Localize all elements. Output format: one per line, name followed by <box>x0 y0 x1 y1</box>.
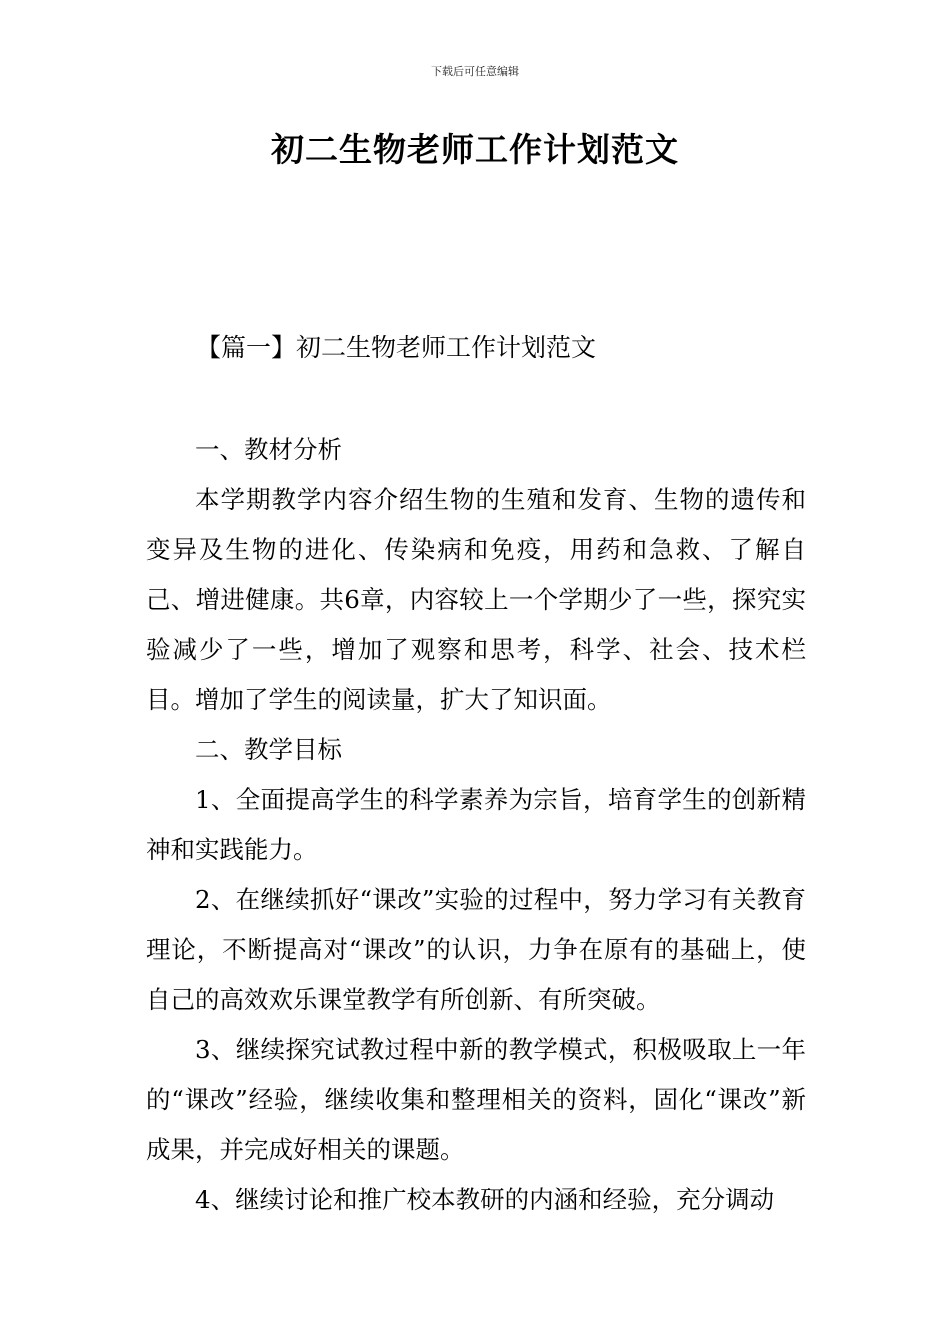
paragraph-goal-4: 4、继续讨论和推广校本教研的内涵和经验，充分调动 <box>195 1185 775 1214</box>
paragraph-textbook-analysis: 本学期教学内容介绍生物的生殖和发育、生物的遗传和变异及生物的进化、传染病和免疫，用药和急救、了解自己、增进健康。共6章，内容较上一个学期少了一些，探究实验减少了一些，增加了观察和思考，科学、社会、技术栏目。增加了学生的阅读量，扩大了知识面。 <box>146 485 806 714</box>
header-note: 下载后可任意编辑 <box>431 65 519 78</box>
section-title: 【篇一】初二生物老师工作计划范文 <box>196 333 597 362</box>
paragraph-goal-2: 2、在继续抓好“课改”实验的过程中，努力学习有关教育理论，不断提高对“课改”的认识，力争在原有的基础上，使自己的高效欢乐课堂教学有所创新、有所突破。 <box>146 885 806 1014</box>
body-text <box>146 425 806 1225</box>
paragraph-goal-3: 3、继续探究试教过程中新的教学模式，积极吸取上一年的“课改”经验，继续收集和整理相关的资料，固化“课改”新成果，并完成好相关的课题。 <box>146 1035 806 1164</box>
document-title: 初二生物老师工作计划范文 <box>271 130 679 169</box>
heading-textbook-analysis: 一、教材分析 <box>195 435 342 464</box>
heading-teaching-goals: 二、教学目标 <box>195 735 342 764</box>
paragraph-goal-1: 1、全面提高学生的科学素养为宗旨，培育学生的创新精神和实践能力。 <box>146 785 806 864</box>
